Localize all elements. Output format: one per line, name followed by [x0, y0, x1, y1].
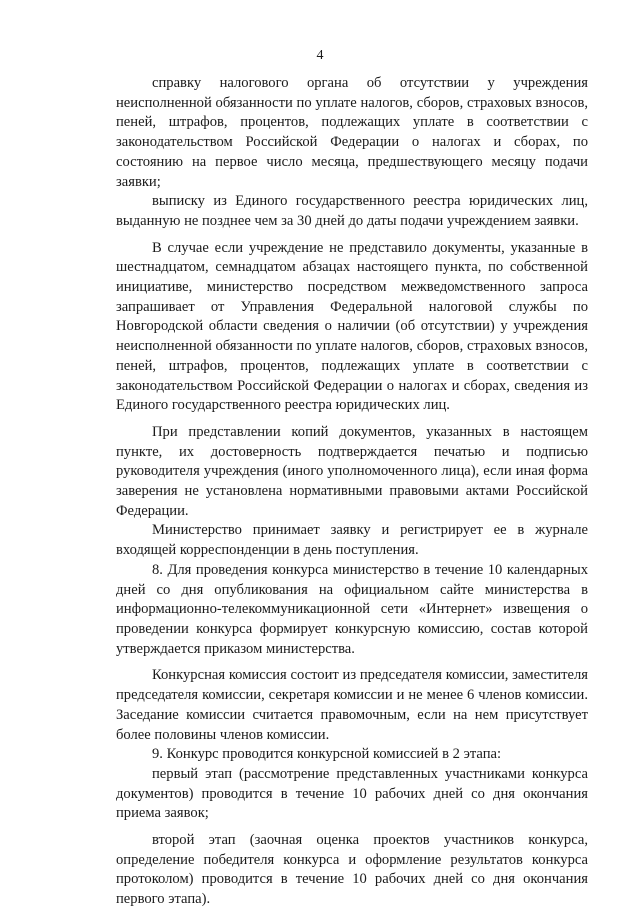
- paragraph-tax-certificate: справку налогового органа об отсутствии у учреждения неисполненной обязанности по уплате налогов, сборов, страховых взносов, пеней, штрафов, процентов, подлежащих уплате в соответствии с законодательством Российской Федерации о налогах и сборах, по состоянию на первое число месяца, предшествующего месяцу подачи заявки;: [116, 75, 588, 190]
- paragraph-application-registration: Министерство принимает заявку и регистрирует ее в журнале входящей корреспонденции в день поступления.: [116, 522, 588, 559]
- paragraph-first-stage: первый этап (рассмотрение представленных участниками конкурса документов) проводится в течение 10 рабочих дней со дня окончания приема заявок;: [116, 765, 588, 822]
- paragraph-contest-stages: 9. Конкурс проводится конкурсной комиссией в 2 этапа:: [152, 746, 502, 763]
- paragraph-second-stage: второй этап (заочная оценка проектов участников конкурса, определение победителя конкурса и оформление результатов конкурса протоколом) проводится в течение 10 рабочих дней со дня окончания первого этапа).: [116, 832, 588, 908]
- paragraph-registry-extract: выписку из Единого государственного реестра юридических лиц, выданную не позднее чем за 30 дней до даты подачи учреждением заявки.: [116, 193, 588, 229]
- document-body: [116, 74, 588, 910]
- paragraph-document-copies: При представлении копий документов, указанных в настоящем пункте, их достоверность подтверждается печатью и подписью руководителя учреждения (иного уполномоченного лица), если иная форма заверения не установлена нормативными правовыми актами Российской Федерации.: [116, 423, 588, 519]
- paragraph-interagency-request: В случае если учреждение не представило документы, указанные в шестнадцатом, семнадцатом абзацах настоящего пункта, по собственной инициативе, министерство посредством межведомственного запроса запрашивает от Управления Федеральной налоговой службы по Новгородской области сведения о наличии (об отсутствии) у учреждения неисполненной обязанности по уплате налогов, сборов, страховых взносов, пеней, штрафов, процентов, подлежащих уплате в соответствии с законодательством Российской Федерации о налогах и сборах, сведения из Единого государственного реестра юридических лиц.: [116, 239, 588, 414]
- paragraph-commission-formation: 8. Для проведения конкурса министерство в течение 10 календарных дней со дня опубликования на официальном сайте министерства в информационно-телекоммуникационной сети «Интернет» извещения о проведении конкурса формирует конкурсную комиссию, состав которой утверждается приказом министерства.: [116, 561, 588, 657]
- paragraph-commission-composition: Конкурсная комиссия состоит из председателя комиссии, заместителя председателя комиссии, секретаря комиссии и не менее 6 членов комиссии. Заседание комиссии считается правомочным, если на нем присутствует более половины членов комиссии.: [116, 667, 588, 743]
- page-number: 4: [316, 48, 324, 63]
